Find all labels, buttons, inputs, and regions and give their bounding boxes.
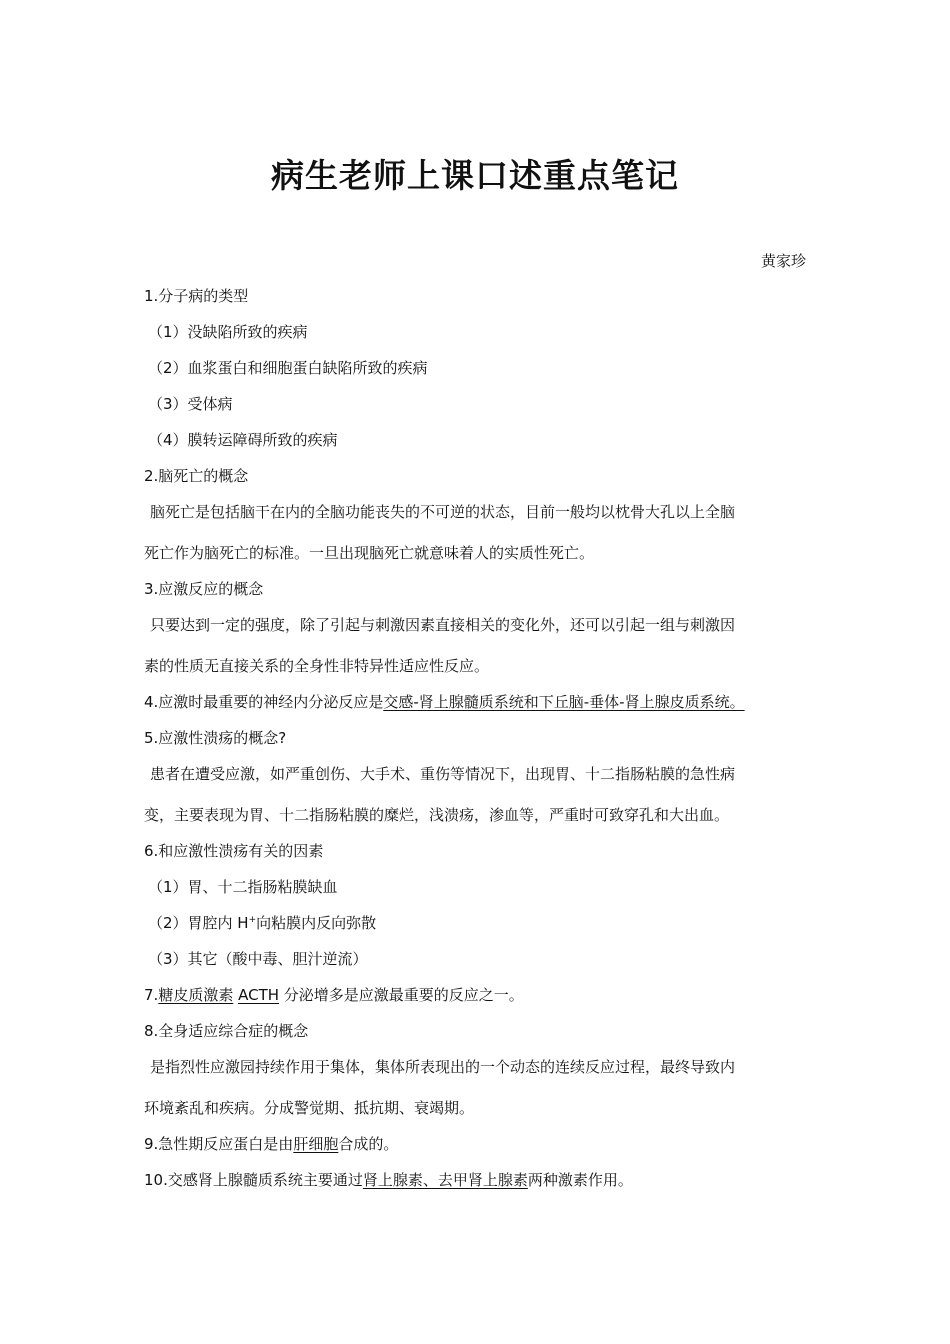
section-5-heading: 5.应激性溃疡的概念? (144, 729, 287, 747)
section-8-heading: 8.全身适应综合症的概念 (144, 1022, 309, 1040)
section-6-item-1: （1）胃、十二指肠粘膜缺血 (148, 878, 338, 896)
section-8-paragraph-line-2: 环境紊乱和疾病。分成警觉期、抵抗期、衰竭期。 (144, 1099, 475, 1117)
section-4-underlined-answer: 交感-肾上腺髓质系统和下丘脑-垂体-肾上腺皮质系统。 (383, 693, 745, 711)
section-9-text: 9.急性期反应蛋白是由 (144, 1135, 294, 1153)
section-3-paragraph-line-2: 素的性质无直接关系的全身性非特异性适应性反应。 (144, 657, 490, 675)
section-7-statement (144, 985, 524, 1005)
section-1-item-1: （1）没缺陷所致的疾病 (148, 323, 308, 341)
section-5-paragraph-line-1: 患者在遭受应激，如严重创伤、大手术、重伤等情况下，出现胃、十二指肠粘膜的急性病 (150, 765, 736, 783)
section-4-statement (144, 692, 745, 712)
section-1-item-2: （2）血浆蛋白和细胞蛋白缺陷所致的疾病 (148, 359, 428, 377)
section-2-paragraph-line-2: 死亡作为脑死亡的标准。一旦出现脑死亡就意味着人的实质性死亡。 (144, 544, 595, 562)
section-2-heading: 2.脑死亡的概念 (144, 467, 249, 485)
section-9-text-end: 合成的。 (338, 1135, 399, 1153)
section-1-heading: 1.分子病的类型 (144, 287, 249, 305)
section-6-item-3: （3）其它（酸中毒、胆汁逆流） (148, 950, 368, 968)
section-10-underlined-answer: 肾上腺素、去甲肾上腺素 (362, 1171, 528, 1189)
section-10-text: 10.交感肾上腺髓质系统主要通过 (144, 1171, 363, 1189)
section-3-paragraph-line-1: 只要达到一定的强度，除了引起与刺激因素直接相关的变化外，还可以引起一组与刺激因 (150, 616, 736, 634)
section-1-item-4: （4）膜转运障碍所致的疾病 (148, 431, 338, 449)
section-5-paragraph-line-2: 变，主要表现为胃、十二指肠粘膜的糜烂，浅溃疡，渗血等，严重时可致穿孔和大出血。 (144, 806, 730, 824)
section-2-paragraph-line-1: 脑死亡是包括脑干在内的全脑功能丧失的不可逆的状态，目前一般均以枕骨大孔以上全脑 (150, 503, 736, 521)
section-7-number: 7. (144, 986, 159, 1004)
author-name: 黄家珍 (760, 252, 806, 270)
section-8-paragraph-line-1: 是指烈性应激园持续作用于集体，集体所表现出的一个动态的连续反应过程，最终导致内 (150, 1058, 736, 1076)
section-7-underlined-term-1: 糖皮质激素 (158, 986, 234, 1004)
section-3-heading: 3.应激反应的概念 (144, 580, 264, 598)
section-6-item-2-rest: 向粘膜内反向弥散 (256, 914, 377, 932)
page-title: 病生老师上课口述重点笔记 (271, 156, 679, 195)
section-4-text: 4.应激时最重要的神经内分泌反应是 (144, 693, 384, 711)
section-7-text: 分泌增多是应激最重要的反应之一。 (279, 986, 524, 1004)
section-1-item-3: （3）受体病 (148, 395, 233, 413)
section-9-underlined-answer: 肝细胞 (293, 1135, 339, 1153)
section-9-statement (144, 1134, 398, 1154)
section-7-underlined-term-2: ACTH (238, 986, 280, 1004)
superscript-plus: + (248, 915, 257, 925)
section-10-statement (144, 1170, 633, 1190)
section-10-text-end: 两种激素作用。 (527, 1171, 633, 1189)
section-6-item-2 (148, 913, 376, 933)
section-6-heading: 6.和应激性溃疡有关的因素 (144, 842, 324, 860)
section-6-item-2-text: （2）胃腔内 H (148, 914, 249, 932)
